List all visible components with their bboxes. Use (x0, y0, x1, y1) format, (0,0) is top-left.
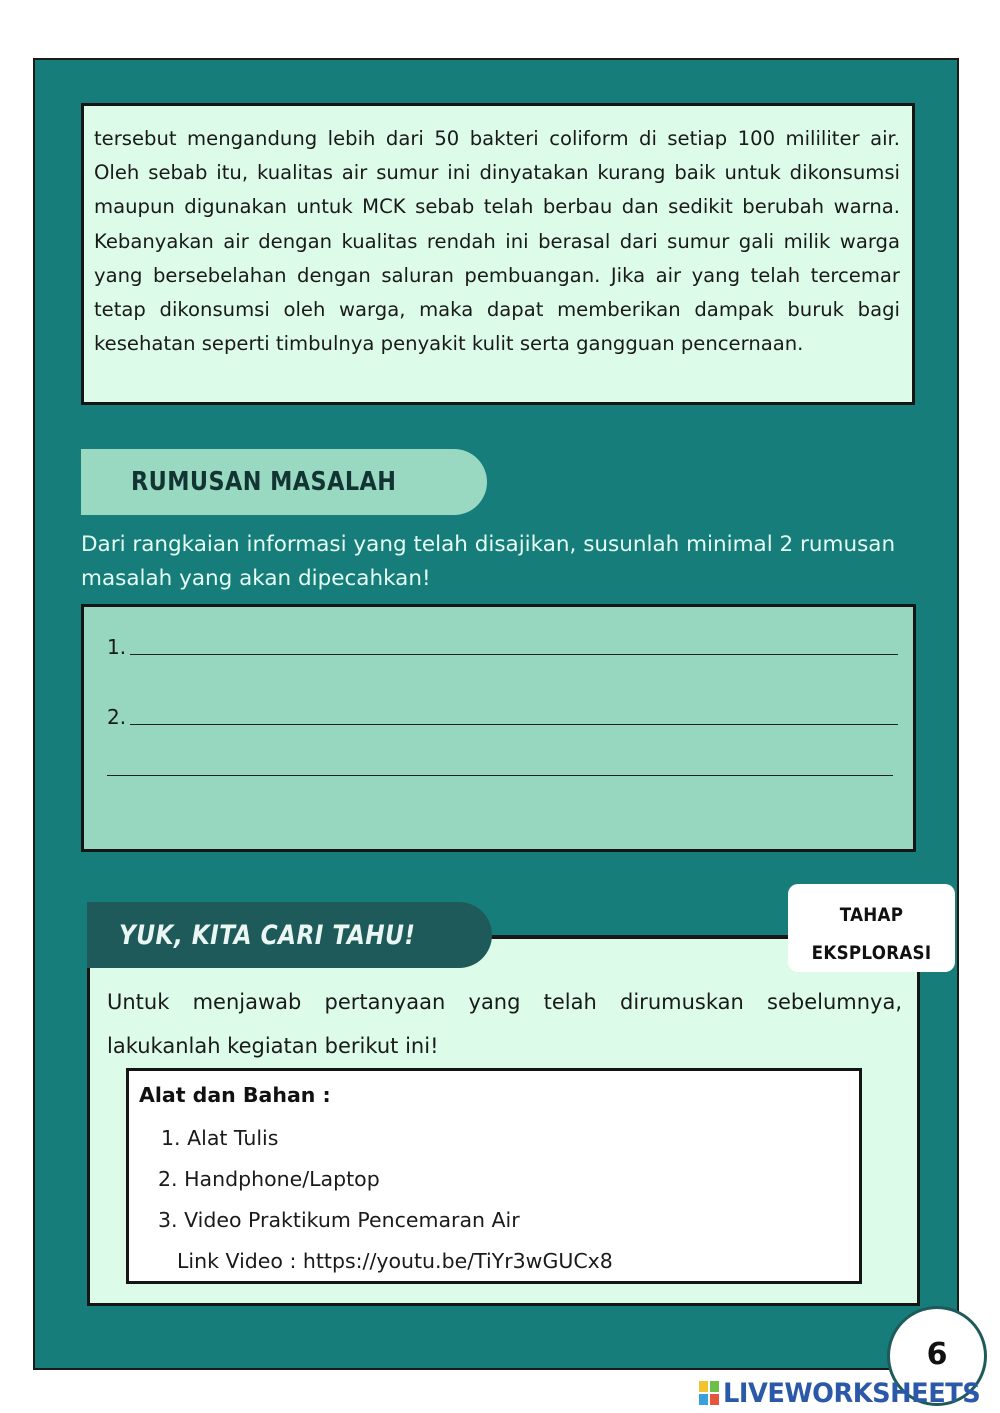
problem-section-banner (81, 449, 487, 515)
answer-number: 2. (107, 705, 127, 729)
material-item-number: 2. (158, 1167, 178, 1191)
explore-section-banner (87, 902, 492, 968)
problem-section-title: RUMUSAN MASALAH (131, 467, 397, 497)
explore-instruction: Untuk menjawab pertanyaan yang telah dirumuskan sebelumnya, lakukanlah kegiatan berikut ini! (107, 990, 902, 1058)
stage-badge (788, 884, 955, 972)
answer-input-3[interactable] (107, 775, 893, 776)
material-item-label: Handphone/Laptop (184, 1167, 380, 1191)
materials-heading: Alat dan Bahan : (139, 1083, 331, 1107)
material-item-number: 3. (158, 1208, 178, 1232)
answer-line-3[interactable] (107, 775, 893, 780)
answer-line-2[interactable] (107, 705, 898, 729)
answer-input-1[interactable] (130, 654, 898, 655)
material-item (158, 1208, 520, 1232)
material-item-number: 1. (161, 1126, 181, 1150)
video-link[interactable]: Link Video : https://youtu.be/TiYr3wGUCx8 (177, 1249, 613, 1273)
answer-number: 1. (107, 635, 127, 659)
materials-box (126, 1068, 862, 1284)
watermark (698, 1376, 994, 1410)
answer-input-2[interactable] (130, 724, 898, 725)
material-item (161, 1126, 278, 1150)
watermark-text: LIVEWORKSHEETS (723, 1377, 981, 1409)
material-item (158, 1167, 380, 1191)
stage-badge-line1: TAHAP (839, 904, 904, 926)
explore-section-title: YUK, KITA CARI TAHU! (119, 920, 416, 951)
answer-line-1[interactable] (107, 635, 898, 659)
liveworksheets-logo-icon (698, 1380, 720, 1406)
material-item-label: Video Praktikum Pencemaran Air (184, 1208, 520, 1232)
divider (470, 935, 800, 937)
reading-paragraph: tersebut mengandung lebih dari 50 bakteri coliform di setiap 100 mililiter air. Oleh sebab itu, kualitas air sumur ini dinyatakan kurang baik untuk dikonsumsi maupun digunakan untuk MCK sebab telah berbau dan sedikit berubah warna. Kebanyakan air dengan kualitas rendah ini berasal dari sumur gali milik warga yang bersebelahan dengan saluran pembuangan. Jika air yang telah tercemar tetap dikonsumsi oleh warga, maka dapat memberikan dampak buruk bagi kesehatan seperti timbulnya penyakit kulit serta gangguan pencernaan. (94, 127, 900, 356)
material-item-label: Alat Tulis (187, 1126, 279, 1150)
stage-badge-line2: EKSPLORASI (811, 942, 932, 964)
reading-box (81, 103, 915, 405)
problem-instruction: Dari rangkaian informasi yang telah disajikan, susunlah minimal 2 rumusan masalah yang akan dipecahkan! (81, 532, 896, 591)
answer-box (81, 604, 916, 852)
page-number: 6 (926, 1337, 948, 1372)
